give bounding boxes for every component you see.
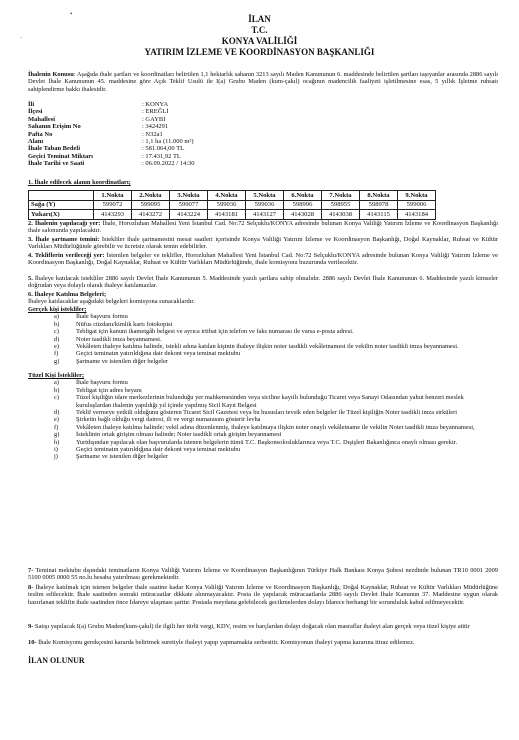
list-marker: c)	[54, 394, 59, 402]
list-marker: e)	[54, 343, 59, 351]
table-row	[29, 200, 436, 210]
info-value: : 581.064,00 TL	[142, 145, 185, 153]
list-item	[28, 358, 498, 365]
list-item	[28, 446, 498, 453]
gercek-kisi-list	[28, 306, 498, 365]
list-item	[28, 409, 498, 416]
list-marker: e)	[54, 416, 59, 424]
section-5-label: 5.	[28, 275, 33, 282]
ilan-heading: İLAN	[248, 14, 271, 24]
section-2-text: İhale, Horozluhan Mahallesi Yeni İstanbul Cad. No:72 Selçuklu/KONYA adresinde bulunan Konya Valiliği Yatırım İzleme ve Koordinasyon Başkanlığı ihale salonunda yapılacaktır.	[28, 220, 498, 235]
info-key: Geçici Teminat Miktarı	[28, 152, 93, 160]
info-key: Pafta No	[28, 130, 53, 138]
coordinates-title	[28, 179, 498, 186]
section-6-paragraph	[28, 291, 498, 306]
table-header-cell: 4.Nokta	[208, 191, 246, 201]
info-row	[28, 145, 342, 152]
section-10-text: İhale Komisyonu gerekçesini kararda belirtmek suretiyle ihaleyi yapıp yapmamakta serbesttir. Komisyonun ihaleyi yapma kararına itiraz edilemez.	[36, 639, 415, 646]
table-cell: 4143224	[170, 210, 208, 220]
section-5-paragraph	[28, 275, 498, 290]
list-marker: j)	[54, 453, 58, 461]
info-value: : 06.09.2022 / 14:30	[142, 160, 195, 168]
table-cell: 4143038	[322, 210, 360, 220]
list-item	[28, 387, 498, 394]
table-row	[29, 210, 436, 220]
tuzel-kisi-title: Tüzel Kişi İstekliler;	[28, 372, 85, 379]
scan-mark: ·	[20, 34, 23, 42]
table-header-cell: 5.Nokta	[246, 191, 284, 201]
coordinates-table	[28, 190, 436, 220]
list-text: Geçici teminatın yatırıldığına dair dekont veya teminat mektubu	[76, 446, 241, 454]
table-header-cell: 1.Nokta	[94, 191, 132, 201]
list-text: İhale başvuru formu	[76, 379, 128, 387]
coordinates-title-text: 1. İhale edilecek alanın koordinatları;	[28, 179, 131, 186]
table-cell: 4143184	[398, 210, 436, 220]
table-cell: 599095	[132, 200, 170, 210]
list-item	[28, 379, 498, 386]
table-cell: 599072	[94, 200, 132, 210]
list-text: Tebligat için adres beyanı	[76, 386, 142, 394]
list-marker: f)	[54, 350, 59, 358]
list-marker: g)	[54, 431, 60, 439]
section-6-text: İhaleye katılacaklar aşağıdaki belgeleri komisyona sunacaklardır.	[28, 298, 195, 306]
info-key: İli	[28, 101, 35, 108]
list-text: Tebligat için kanuni ikametgâh belgesi ve ayrıca irtibat için telefon ve faks numarası ile varsa e-posta adresi.	[76, 328, 354, 336]
list-item	[28, 453, 498, 460]
table-cell: 4143293	[94, 210, 132, 220]
list-marker: b)	[54, 386, 60, 394]
list-item	[28, 313, 498, 320]
list-text: İhale başvuru formu	[76, 313, 128, 321]
table-cell: 4143181	[208, 210, 246, 220]
info-row	[28, 131, 342, 138]
info-value: : EREĞLİ	[142, 108, 169, 116]
list-item	[28, 416, 498, 423]
table-cell: 4143115	[360, 210, 398, 220]
list-marker: c)	[54, 328, 59, 336]
section-8-text: İhaleye katılmak için istenen belgeler ihale saatine kadar Konya Valiliği Yatırım İzleme ve Koordinasyon Başkanlığı, Doğal Kaynaklar, Ruhsat ve Kültür Varlıkları Müdürlüğüne teslim edilecektir. İhale saatinden sonraki müracaatlar dikkate alınmayacaktır. Posta ile yapılacak müracaatlarda 2886 sayılı Devlet İhale Kanunun 37. Maddesine uygun olarak hazırlanan teklifin ihale saatinden önce İdareye ulaşması şarttır. Postada meydana gelebilecek gecikmelerden dolayı İdarece herhangi bir sorumluluk kabul edilmeyecektir.	[28, 584, 498, 606]
table-header-cell: 3.Nokta	[170, 191, 208, 201]
list-marker: a)	[54, 313, 59, 321]
info-key: İhale Tarihi ve Saati	[28, 160, 85, 168]
list-text: Şartname ve istenilen diğer belgeler	[76, 453, 168, 461]
tuzel-kisi-list	[28, 372, 498, 461]
section-4-paragraph	[28, 252, 498, 267]
section-9-text: Satışı yapılacak I(a) Grubu Maden(kum-çakıl) ile ilgili her türlü vergi, KDV, resim ve harçlardan dolayı doğacak olan masraflar ihaleyi alan gerçek veya tüzel kişiye aittir	[33, 623, 470, 630]
info-row	[28, 160, 342, 167]
list-text: Nüfus cüzdanı/kimlik kartı fotokopisi	[76, 320, 173, 328]
info-value: : 1,1 ha (11.000 m²)	[142, 137, 194, 145]
table-cell: 599077	[170, 200, 208, 210]
tc-heading: T.C.	[251, 25, 268, 35]
section-4-label: 4. Tekliflerin verileceği yer:	[28, 252, 105, 259]
table-cell: 599006	[398, 200, 436, 210]
section-5-text: İhaleye katılacak istekliler 2886 sayılı Devlet İhale Kanununun 5. Maddesinde yazılı şartlara sahip olmalıdır. 2886 sayılı Devlet İhale Kanununun 6. Maddesinde yazılı kimseler doğrudan veya dolaylı olarak ihaleye katılamazlar.	[28, 275, 498, 290]
info-row	[28, 153, 342, 160]
list-marker: h)	[54, 438, 60, 446]
table-cell: 598978	[360, 200, 398, 210]
list-item	[28, 350, 498, 357]
info-key: İhale Taban Bedeli	[28, 145, 81, 153]
sag-label-cell: Sağa (Y)	[29, 200, 94, 210]
ihale-konusu-text: : Aşağıda ihale şartları ve koordinatları belirtilen 1,1 hektarlık sahanın 3213 sayılı Maden Kanununun 6. maddesinde belirtilen şartları taşıyanlar arasında 2886 sayılı Devlet İhale Kanununun 45. maddesine göre Açık Teklif Usulü ile I(a) Grubu Maden (kum-çakıl) ocağının madencilik faaliyeti işletilmesine esas, 5 yıllık İşletme ruhsatı sahiplendirme hakkı ihalesidir.	[28, 71, 498, 93]
section-7-text: Teminat mektubu dışındaki teminatların Konya Valiliği Yatırım İzleme ve Koordinasyon Başkanlığının Türkiye Halk Bankası Konya Şubesi nezdinde bulunan TR10 0001 2009 5100 0005 0000 55 no.lu hesaba yatırılması gerekmektedir.	[28, 567, 498, 582]
section-2-label: 2. İhalenin yapılacağı yer:	[28, 220, 101, 227]
list-text: Noter tasdikli imza beyannamesi.	[76, 335, 162, 343]
info-row	[28, 123, 342, 130]
section-9-paragraph	[28, 623, 498, 630]
section-3-label: 3. İhale şartname temini:	[28, 236, 100, 243]
info-key: İlçesi	[28, 108, 43, 116]
info-row	[28, 108, 342, 115]
list-text: Vekâleten ihaleye katılma halinde, istekli adına katılan kişinin ihaleye ilişkin noter tasdikli vekâletnamesi ile vekilin noter tasdikli imza beyannamesi.	[76, 343, 459, 351]
list-item	[28, 439, 498, 446]
list-text: Şirketin bağlı olduğu vergi dairesi, ili ve vergi numarasını gösterir levha	[76, 416, 261, 424]
info-key: Sahanın Erişim No	[28, 123, 81, 131]
table-header-cell: 7.Nokta	[322, 191, 360, 201]
table-header-cell: 2.Nokta	[132, 191, 170, 201]
list-text: Şartname ve istenilen diğer belgeler	[76, 357, 168, 365]
table-cell: 598996	[284, 200, 322, 210]
section-8-label: 8-	[28, 584, 34, 591]
list-item	[28, 343, 498, 350]
table-header-cell: 8.Nokta	[360, 191, 398, 201]
list-marker: b)	[54, 320, 60, 328]
section-3-paragraph	[28, 236, 498, 251]
baskanlik-heading: YATIRIM İZLEME VE KOORDİNASYON BAŞKANLIĞI	[144, 47, 375, 57]
table-cell: 4143272	[132, 210, 170, 220]
info-value: : KONYA	[142, 101, 169, 108]
table-header-cell: 6.Nokta	[284, 191, 322, 201]
section-9-label: 9-	[28, 623, 34, 630]
list-text: Teklif vermeye yetkili olduğunu gösteren Ticaret Sicil Gazetesi veya bu hususları tevsik eden belgeler ile Tüzel kişiliğin Noter tasdikli imza sirküleri	[76, 409, 457, 417]
table-header-cell: 9.Nokta	[398, 191, 436, 201]
list-text: Vekâleten ihaleye katılma halinde; vekil adına düzenlenmiş, ihaleye katılmaya ilişkin noter onaylı vekâletname ile vekilin Noter tasdikli imza beyannamesi,	[76, 423, 475, 431]
info-value: : 3424291	[142, 123, 169, 131]
list-item	[28, 336, 498, 343]
table-cell: 599036	[246, 200, 284, 210]
list-marker: d)	[54, 409, 60, 417]
info-key: Alanı	[28, 137, 44, 145]
list-item	[28, 321, 498, 328]
table-row	[29, 191, 436, 201]
section-4-text: İstenilen belgeler ve teklifler, Horozluhan Mahallesi Yeni İstanbul Cad. No:72 Selçuklu/KONYA adresinde bulunan Konya Valiliği Yatırım İzleme ve Koordinasyon Başkanlığı, Doğal Kaynaklar, Ruhsat ve Kültür Varlıkları Müdürlüğünde, ihale komisyonu huzurunda verilecektir.	[28, 252, 498, 267]
list-text: Tüzel kişiliğin idare merkezlerinin bulunduğu yer mahkemesinden veya siciline kayıtlı bulunduğu Ticaret veya Sanayi Odasından yahut benzeri meslek kuruluşlardan ihalenin yapıldığı yıl içinde yapılmış Sicil Kayıt Belgesi	[76, 394, 464, 409]
ihale-konusu-label: İhalenin Konusu	[28, 71, 74, 78]
table-cell: 4143127	[246, 210, 284, 220]
section-2-paragraph	[28, 220, 498, 235]
list-item	[28, 394, 498, 409]
section-10-paragraph	[28, 639, 498, 646]
scan-mark: •	[70, 10, 73, 18]
section-10-label: 10-	[28, 639, 37, 646]
list-marker: f)	[54, 423, 59, 431]
list-marker: a)	[54, 379, 59, 387]
info-row	[28, 101, 342, 108]
section-7-label: 7-	[28, 567, 34, 574]
list-text: Geçici teminatın yatırıldığına dair dekont veya teminat mektubu	[76, 350, 241, 358]
section-3-text: İstekliler ihale şartnamesini mesai saatleri içerisinde Konya Valiliği Yatırım İzleme ve Koordinasyon Başkanlığı, Doğal Kaynaklar, Ruhsat ve Kültür Varlıkları Müdürlüğünde görebilir ve ücretsiz olarak temin edebilirler.	[28, 236, 498, 251]
table-cell: 599036	[208, 200, 246, 210]
info-value: : N32a1	[142, 130, 163, 138]
info-value: : 17.431,92 TL	[142, 152, 181, 160]
info-key: Mahallesi	[28, 115, 56, 123]
info-row	[28, 138, 342, 145]
section-6-label: 6. İhaleye Katılma Belgeleri;	[28, 291, 107, 298]
table-cell: 4143028	[284, 210, 322, 220]
list-marker: d)	[54, 335, 60, 343]
table-cell: 598955	[322, 200, 360, 210]
list-text: Yurtdışından yapılacak olan başvurularda istenen belgelerin tümü T.C. Başkonsolosluklarınca veya T.C. Dışişleri Bakanlığınca onaylı olması gerekir.	[76, 438, 458, 446]
list-item	[28, 424, 498, 431]
info-value: : GAYBI	[142, 115, 166, 123]
ilan-olunur: İLAN OLUNUR	[28, 656, 85, 665]
info-row	[28, 116, 342, 123]
list-item	[28, 328, 498, 335]
list-marker: g)	[54, 357, 60, 365]
list-item	[28, 431, 498, 438]
ihale-konusu-paragraph	[28, 71, 498, 93]
section-7-paragraph	[28, 567, 498, 582]
gercek-kisi-title: Gerçek kişi istekliler;	[28, 306, 87, 313]
section-8-paragraph	[28, 584, 498, 606]
info-list	[28, 101, 342, 168]
valilik-heading: KONYA VALİLİĞİ	[221, 36, 298, 46]
list-marker: i)	[54, 446, 58, 454]
list-text: İsteklinin ortak girişim olması halinde; Noter tasdikli ortak girişim beyannamesi	[76, 431, 282, 439]
table-corner-cell	[29, 191, 94, 201]
yukari-label-cell: Yukarı(X)	[29, 210, 94, 220]
